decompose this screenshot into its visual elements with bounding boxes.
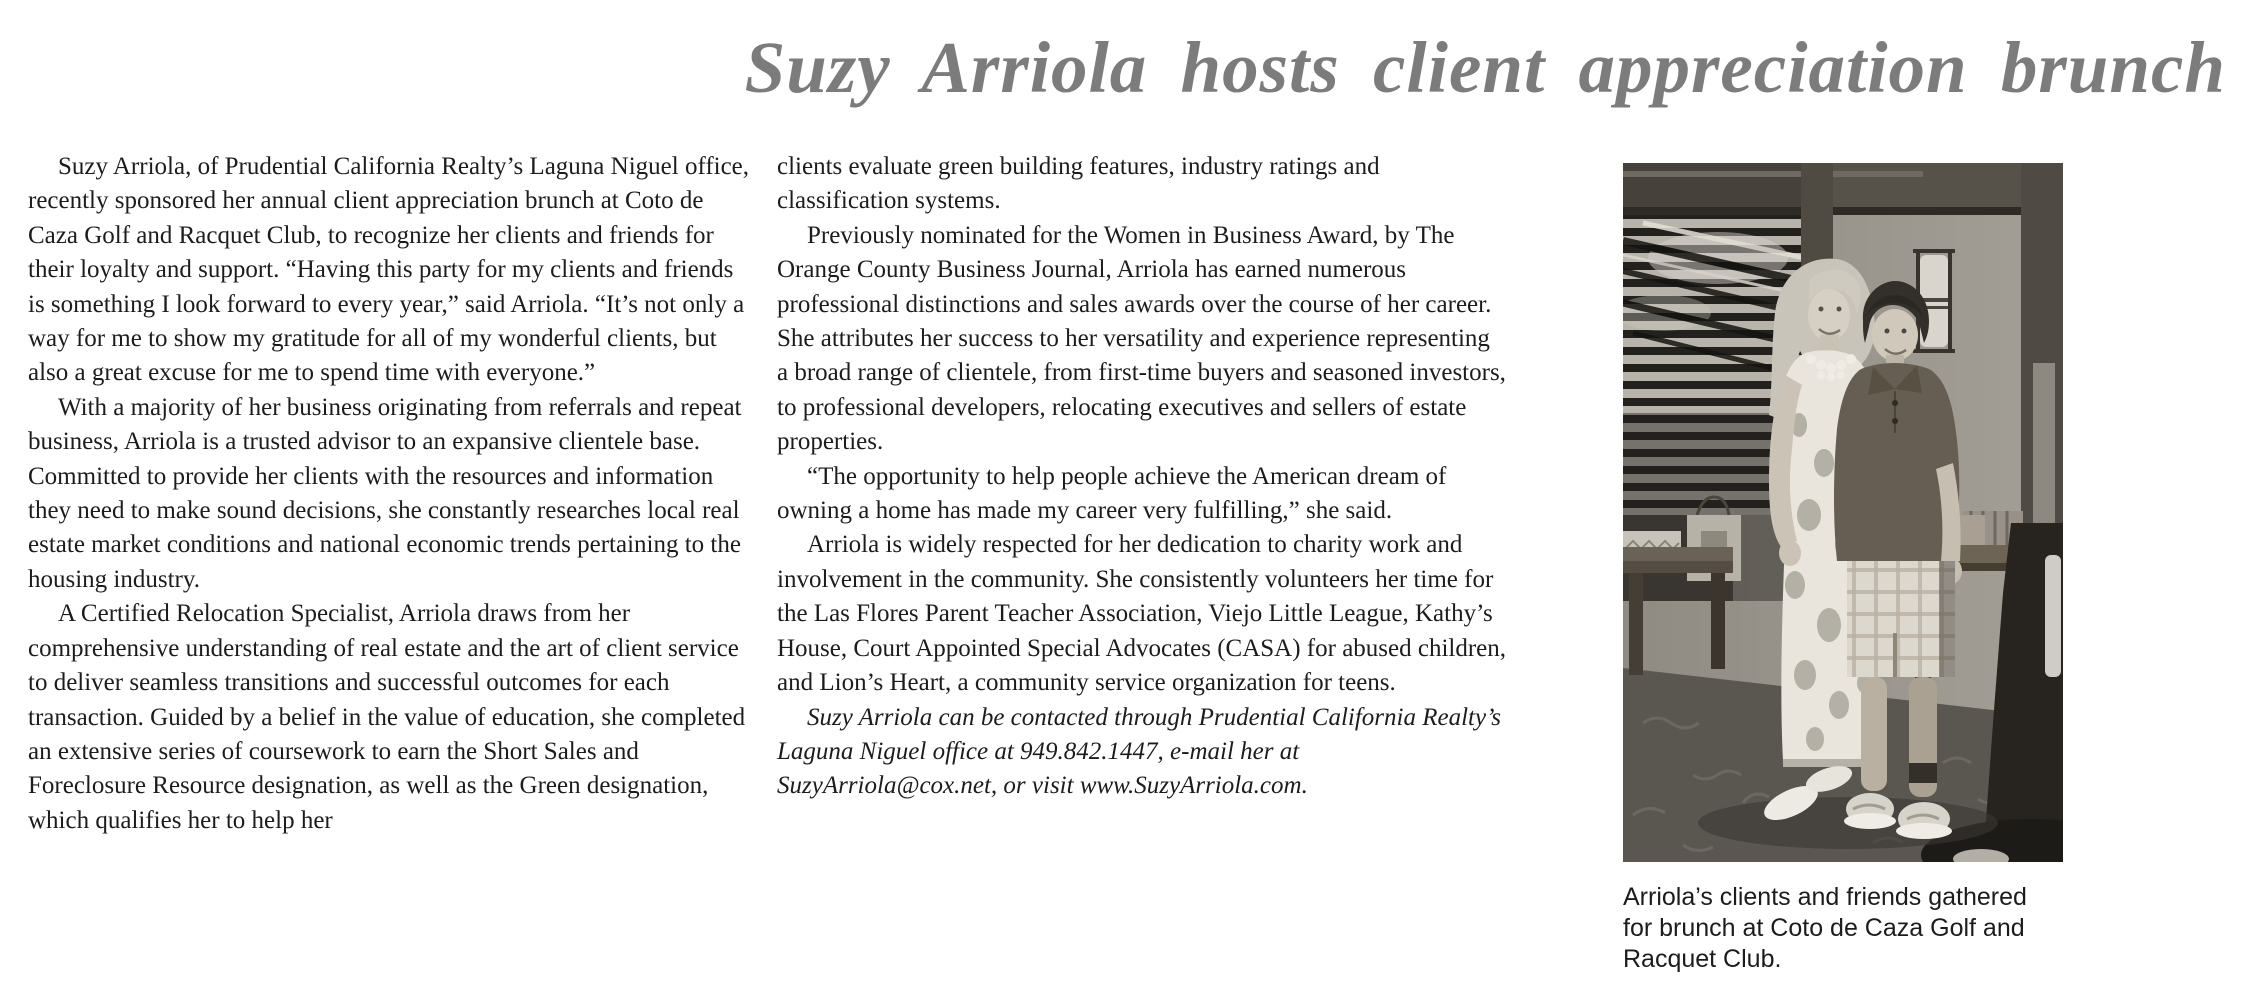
paragraph: “The opportunity to help people achieve the American dream of owning a home has made my career very fulfilling,” she said.	[777, 462, 1447, 525]
paragraph-continuation: clients evaluate green building features, industry ratings and classification systems.	[777, 153, 1380, 215]
photo-caption: Arriola’s clients and friends gathered for brunch at Coto de Caza Golf and Racquet Club.	[1623, 883, 2027, 973]
article-photo-figure	[1623, 163, 2063, 975]
paragraph: Suzy Arriola, of Prudential California Realty’s Laguna Niguel office, recently sponsored her annual client appreciation brunch at Coto de Caza Golf and Racquet Club, to recognize her clients and friends for their loyalty and support. “Having this party for my clients and friends is something I look forward to every year,” said Arriola. “It’s not only a way for me to show my gratitude for all of my wonderful clients, but also a great excuse for me to spend time with everyone.”	[28, 153, 750, 387]
article-column-1	[28, 150, 754, 838]
contact-paragraph: Suzy Arriola can be contacted through Prudential California Realty’s Laguna Niguel office at 949.842.1447, e-mail her at SuzyArriola@cox.net, or visit www.SuzyArriola.com.	[777, 703, 1501, 800]
paragraph: With a majority of her business originating from referrals and repeat business, Arriola is a trusted advisor to an expansive clientele base. Committed to provide her clients with the resources and information they need to make sound decisions, she constantly researches local real estate market conditions and national economic trends pertaining to the housing industry.	[28, 393, 742, 593]
article-column-2	[777, 150, 1507, 804]
brunch-photo	[1623, 163, 2063, 862]
paragraph: A Certified Relocation Specialist, Arriola draws from her comprehensive understanding of real estate and the art of client service to deliver seamless transitions and successful outcomes for each transaction. Guided by a belief in the value of education, she completed an extensive series of coursework to earn the Short Sales and Foreclosure Resource designation, as well as the Green designation, which qualifies her to help her	[28, 600, 746, 834]
paragraph: Arriola is widely respected for her dedication to charity work and involvement in the community. She consistently volunteers her time for the Las Flores Parent Teacher Association, Viejo Little League, Kathy’s House, Court Appointed Special Advocates (CASA) for abused children, and Lion’s Heart, a community service organization for teens.	[777, 531, 1507, 697]
paragraph: Previously nominated for the Women in Business Award, by The Orange County Business Journal, Arriola has earned numerous professional distinctions and sales awards over the course of her career. She attributes her success to her versatility and experience representing a broad range of clientele, from first-time buyers and seasoned investors, to professional developers, relocating executives and sellers of estate properties.	[777, 221, 1506, 456]
article-headline: Suzy Arriola hosts client appreciation brunch	[744, 27, 2226, 108]
